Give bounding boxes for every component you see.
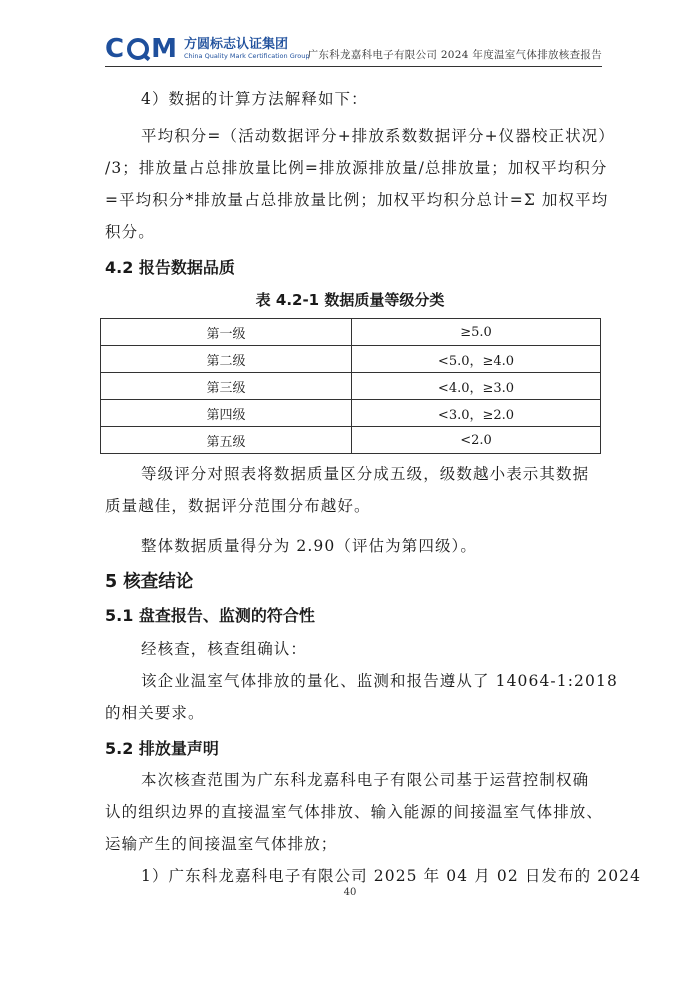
page-header xyxy=(105,34,602,67)
section-5-2-heading: 5.2 排放量声明 xyxy=(105,739,219,758)
compliance-line: 该企业温室气体排放的量化、监测和报告遵从了 14064-1:2018 xyxy=(141,672,618,690)
logo-english-name: China Quality Mark Certification Group xyxy=(183,52,310,60)
range-cell: <4.0，≥3.0 xyxy=(352,373,601,400)
logo-chinese-name: 方圆标志认证集团 xyxy=(183,37,288,52)
logo-q-ring-icon xyxy=(127,38,149,60)
cqm-logo xyxy=(105,34,310,64)
table-row xyxy=(101,319,601,346)
data-quality-table xyxy=(100,318,601,454)
grade-explain-line: 质量越佳，数据评分范围分布越好。 xyxy=(105,497,371,515)
table-row xyxy=(101,346,601,373)
grade-cell: 第二级 xyxy=(101,346,352,373)
logo-mark: C M xyxy=(105,34,178,64)
table-row xyxy=(101,373,601,400)
item-4-text: 4）数据的计算方法解释如下： xyxy=(141,90,368,108)
verified-text: 经核查，核查组确认： xyxy=(141,640,308,658)
page-number: 40 xyxy=(343,887,357,898)
scope-line: 运输产生的间接温室气体排放； xyxy=(105,835,338,853)
grade-cell: 第五级 xyxy=(101,427,352,454)
range-cell: ≥5.0 xyxy=(352,319,601,346)
overall-score: 整体数据质量得分为 2.90（评估为第四级）。 xyxy=(141,537,477,555)
range-cell: <5.0，≥4.0 xyxy=(352,346,601,373)
range-cell: <2.0 xyxy=(352,427,601,454)
table-caption: 表 4.2-1 数据质量等级分类 xyxy=(255,291,445,309)
grade-cell: 第四级 xyxy=(101,400,352,427)
formula-line: =平均积分*排放量占总排放量比例；加权平均积分总计=Σ 加权平均 xyxy=(105,191,609,209)
compliance-line: 的相关要求。 xyxy=(105,704,205,722)
section-5-1-heading: 5.1 盘查报告、监测的符合性 xyxy=(105,606,315,625)
range-cell: <3.0，≥2.0 xyxy=(352,400,601,427)
formula-line: 积分。 xyxy=(105,223,155,241)
table-row xyxy=(101,427,601,454)
report-title: 广东科龙嘉科电子有限公司 2024 年度温室气体排放核查报告 xyxy=(307,49,602,61)
grade-cell: 第三级 xyxy=(101,373,352,400)
section-5-heading: 5 核查结论 xyxy=(105,572,194,592)
item-1-text: 1）广东科龙嘉科电子有限公司 2025 年 04 月 02 日发布的 2024 xyxy=(141,867,642,885)
table-row xyxy=(101,400,601,427)
formula-line: 平均积分=（活动数据评分+排放系数数据评分+仪器校正状况） xyxy=(141,127,615,145)
grade-explain-line: 等级评分对照表将数据质量区分成五级，级数越小表示其数据 xyxy=(141,465,590,483)
section-4-2-heading: 4.2 报告数据品质 xyxy=(105,258,235,277)
scope-line: 认的组织边界的直接温室气体排放、输入能源的间接温室气体排放、 xyxy=(105,803,604,821)
scope-line: 本次核查范围为广东科龙嘉科电子有限公司基于运营控制权确 xyxy=(141,771,590,789)
grade-cell: 第一级 xyxy=(101,319,352,346)
formula-line: /3；排放量占总排放量比例=排放源排放量/总排放量；加权平均积分 xyxy=(105,159,608,177)
